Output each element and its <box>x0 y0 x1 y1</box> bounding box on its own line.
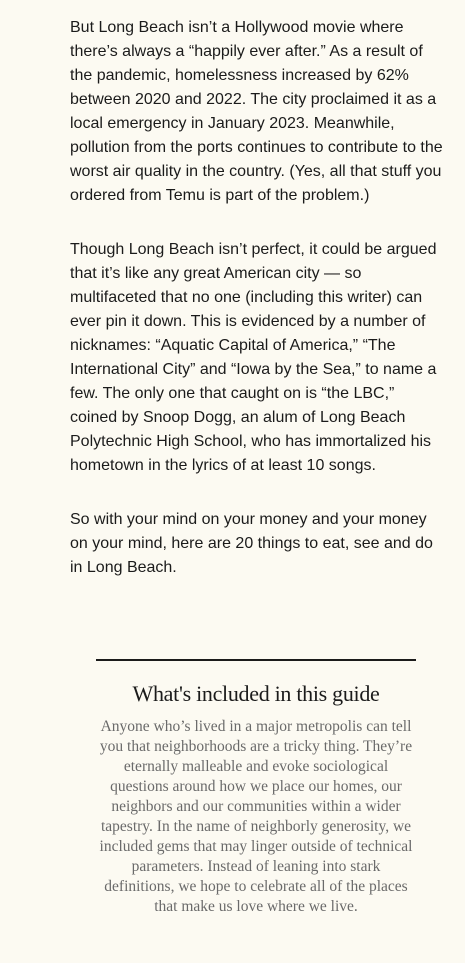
article-paragraph: But Long Beach isn’t a Hollywood movie where there’s always a “happily ever after.” As a result of the pandemic, homelessness increased by 62% between 2020 and 2022. The city proclaimed it as a local emergency in January 2023. Meanwhile, pollution from the ports continues to contribute to the worst air quality in the country. (Yes, all that stuff you ordered from Temu is part of the problem.) <box>70 19 443 204</box>
guide-info-box <box>96 659 416 917</box>
guide-divider <box>96 659 416 661</box>
article-paragraph: Though Long Beach isn’t perfect, it could be argued that it’s like any great American city — so multifaceted that no one (including this writer) can ever pin it down. This is evidenced by a number of nicknames: “Aquatic Capital of America,” “The International City” and “Iowa by the Sea,” to name a few. The only one that caught on is “the LBC,” coined by Snoop Dogg, an alum of Long Beach Polytechnic High School, who has immortalized his hometown in the lyrics of at least 10 songs. <box>70 241 437 474</box>
guide-description: Anyone who’s lived in a major metropolis can tell you that neighborhoods are a tricky thing. They’re eternally malleable and evoke sociological questions around how we place our homes, our neighbors and our communities within a wider tapestry. In the name of neighborly generosity, we included gems that may linger outside of technical parameters. Instead of leaning into stark definitions, we hope to celebrate all of the places that make us love where we live. <box>99 718 413 915</box>
article-body <box>70 16 445 610</box>
guide-title: What's included in this guide <box>132 681 380 706</box>
article-paragraph: So with your mind on your money and your money on your mind, here are 20 things to eat, see and do in Long Beach. <box>70 511 433 576</box>
